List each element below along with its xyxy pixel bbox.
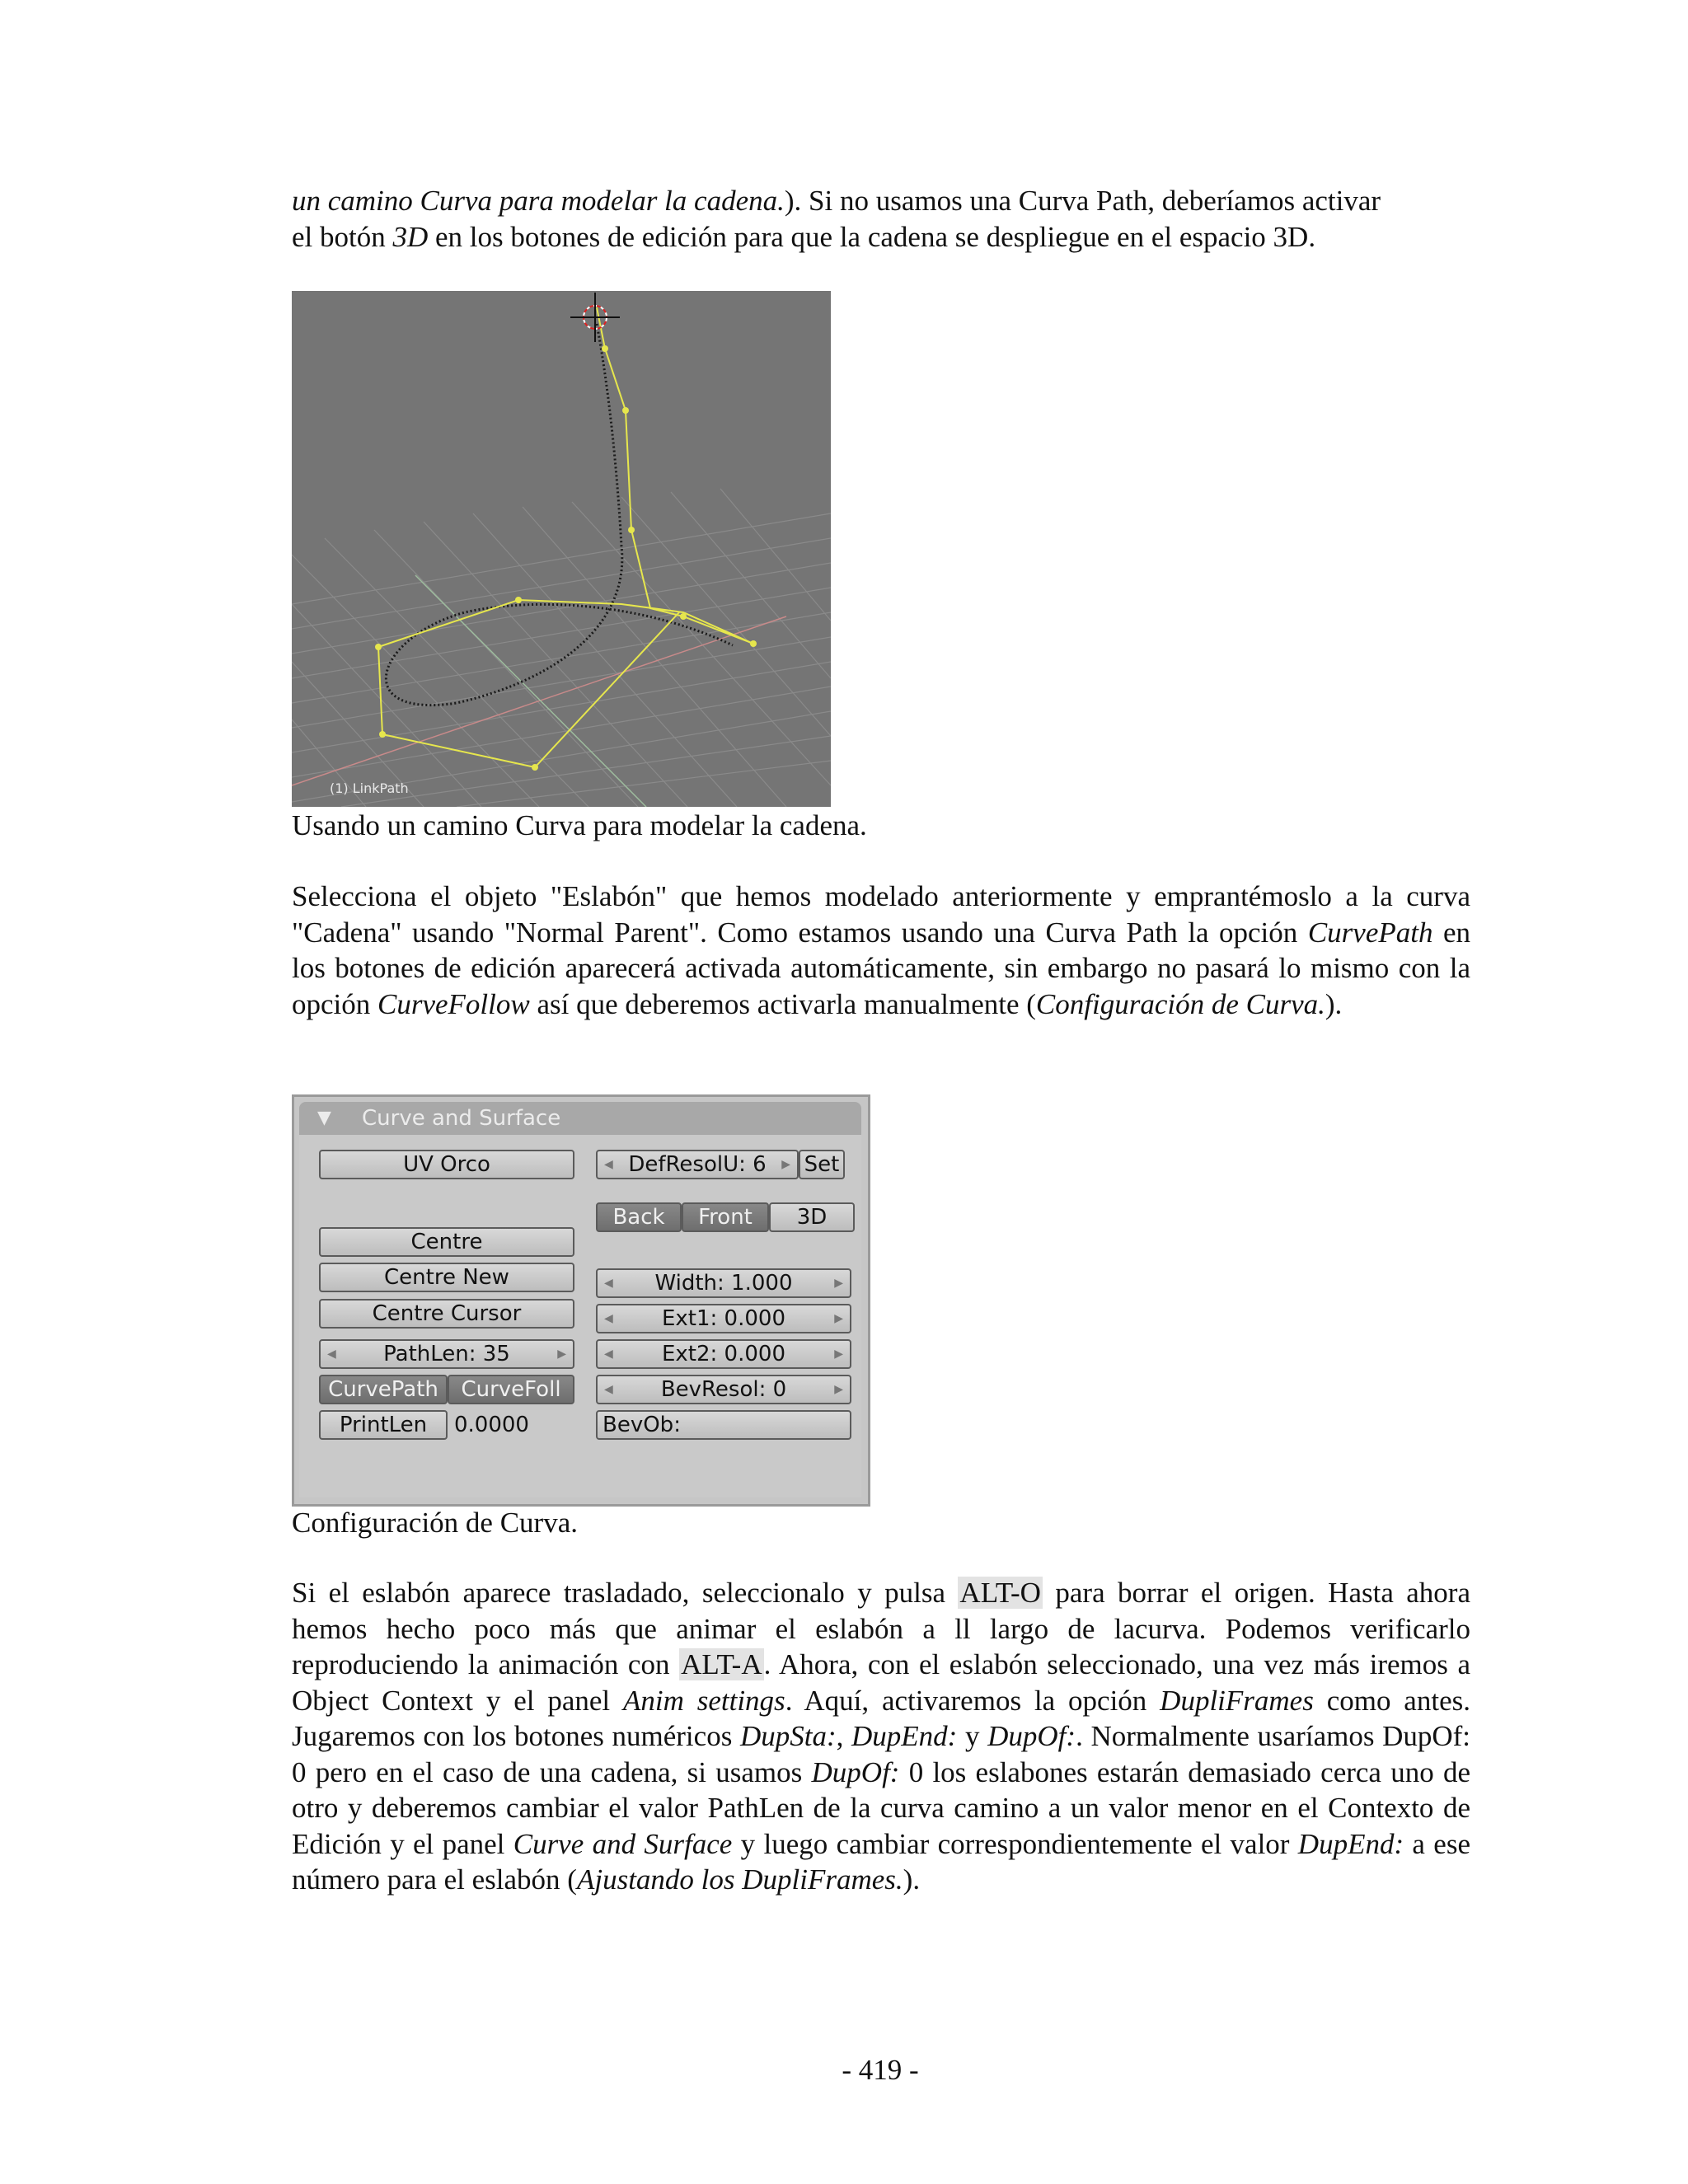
centre-new-button[interactable]: Centre New [319, 1263, 574, 1292]
centre-button[interactable]: Centre [319, 1227, 574, 1257]
text: . Aquí, activaremos la opción [785, 1684, 1160, 1717]
bevob-field[interactable]: BevOb: [596, 1410, 851, 1440]
3d-cursor-icon [570, 293, 620, 342]
increment-arrow-icon[interactable]: ▶ [834, 1312, 843, 1325]
decrement-arrow-icon[interactable]: ◀ [604, 1383, 613, 1396]
decrement-arrow-icon[interactable]: ◀ [327, 1347, 336, 1361]
italic-term: 3D [392, 220, 429, 253]
viewport-object-label: (1) LinkPath [330, 780, 409, 796]
text: y [957, 1720, 988, 1752]
text: a ese número para el eslabón ( [292, 1827, 1470, 1896]
panel-header[interactable] [299, 1102, 861, 1135]
text: 0 los eslabones estarán demasiado cerca uno de otro y deberemos cambiar el valor PathLen de la curva camino a un valor menor en el Contexto de Edición y el panel [292, 1755, 1470, 1860]
increment-arrow-icon[interactable]: ▶ [834, 1347, 843, 1361]
printlen-button[interactable]: PrintLen [319, 1410, 448, 1440]
italic-reference: un camino Curva para modelar la cadena. [292, 185, 785, 217]
increment-arrow-icon[interactable]: ▶ [557, 1347, 566, 1361]
italic-term: DupSta: [739, 1720, 837, 1752]
y-axis [415, 575, 646, 807]
italic-term: DupEnd: [1297, 1827, 1404, 1860]
bevresol-field[interactable] [596, 1375, 851, 1404]
italic-term: Anim settings [622, 1684, 785, 1717]
italic-term: CurvePath [1307, 916, 1433, 949]
3d-toggle[interactable]: 3D [769, 1202, 855, 1232]
text: ). Si no usamos una Curva Path, deberíamos activar [784, 185, 1381, 217]
italic-term: Curve and Surface [513, 1827, 733, 1860]
curvepath-toggle[interactable]: CurvePath [319, 1375, 448, 1404]
viewport-3d-image [292, 291, 831, 807]
curvefollow-toggle[interactable]: CurveFoll [448, 1375, 574, 1404]
increment-arrow-icon[interactable]: ▶ [781, 1158, 790, 1171]
panel-title: Curve and Surface [362, 1106, 561, 1131]
centre-cursor-button[interactable]: Centre Cursor [319, 1299, 574, 1329]
text: como antes. Jugaremos con los botones numéricos [292, 1684, 1470, 1752]
ext1-label: Ext1: 0.000 [661, 1306, 785, 1331]
text: , [836, 1720, 852, 1752]
text: y luego cambiar correspondientemente el valor [732, 1827, 1298, 1860]
text: el botón [292, 220, 393, 253]
page-number: - 419 - [842, 2054, 919, 2086]
text: ). [903, 1863, 921, 1896]
text: Selecciona el objeto "Eslabón" que hemos modelado anteriormente y emprantémoslo a la curva "Cadena" usando "Normal Parent". Como estamos usando una Curva Path la opción [292, 880, 1470, 949]
paragraph-intro [292, 183, 1470, 255]
ext2-field[interactable] [596, 1339, 851, 1369]
printlen-value: 0.0000 [454, 1413, 529, 1437]
grid [292, 489, 831, 807]
paragraph-dupliframes [292, 1575, 1470, 1898]
collapse-triangle-icon[interactable]: ▼ [317, 1108, 331, 1128]
italic-reference: Configuración de Curva. [1035, 987, 1325, 1020]
italic-term: CurveFollow [377, 987, 530, 1020]
text: ). [1325, 987, 1343, 1020]
increment-arrow-icon[interactable]: ▶ [834, 1277, 843, 1290]
ext1-field[interactable] [596, 1304, 851, 1333]
panel-body [299, 1135, 861, 1497]
text: Si el eslabón aparece trasladado, seleccionalo y pulsa [292, 1577, 959, 1609]
pathlen-label: PathLen: 35 [383, 1342, 510, 1366]
text: . Ahora, con el eslabón seleccionado, una vez más iremos a Object Context y el panel [292, 1648, 1470, 1717]
pathlen-field[interactable] [319, 1339, 574, 1369]
keyboard-shortcut: ALT-A [681, 1648, 762, 1680]
width-label: Width: 1.000 [654, 1271, 793, 1296]
italic-term: DupliFrames [1160, 1684, 1314, 1717]
curve-and-surface-panel-image [292, 1094, 870, 1507]
paragraph-parenting [292, 879, 1470, 1022]
figure-caption: Configuración de Curva. [292, 1507, 578, 1539]
italic-term: DupOf: [987, 1720, 1076, 1752]
ext2-label: Ext2: 0.000 [661, 1342, 785, 1366]
def-resolu-field[interactable] [596, 1150, 799, 1179]
increment-arrow-icon[interactable]: ▶ [834, 1383, 843, 1396]
control-polygon [378, 307, 753, 767]
decrement-arrow-icon[interactable]: ◀ [604, 1158, 613, 1171]
figure-caption: Usando un camino Curva para modelar la cadena. [292, 809, 867, 841]
text: en los botones de edición para que la cadena se despliegue en el espacio 3D. [428, 220, 1316, 253]
text: en los botones de edición aparecerá activada automáticamente, sin embargo no pasará lo mismo con la opción [292, 916, 1471, 1020]
bevresol-label: BevResol: 0 [660, 1377, 787, 1402]
decrement-arrow-icon[interactable]: ◀ [604, 1277, 613, 1290]
path-curve [386, 324, 733, 705]
front-toggle[interactable]: Front [682, 1202, 769, 1232]
decrement-arrow-icon[interactable]: ◀ [604, 1312, 613, 1325]
text: . Normalmente usaríamos DupOf: 0 pero en el caso de una cadena, si usamos [292, 1720, 1471, 1788]
uv-orco-button[interactable]: UV Orco [319, 1150, 574, 1179]
text: así que deberemos activarla manualmente ( [529, 987, 1036, 1020]
def-resolu-label: DefResolU: 6 [628, 1152, 767, 1177]
back-toggle[interactable]: Back [596, 1202, 682, 1232]
decrement-arrow-icon[interactable]: ◀ [604, 1347, 613, 1361]
italic-term: DupOf: [811, 1755, 900, 1788]
italic-term: DupEnd: [851, 1720, 958, 1752]
text: para borrar el origen. Hasta ahora hemos hecho poco más que animar el eslabón a ll largo de lacurva. Podemos verificarlo reproduciendo la animación con [292, 1577, 1471, 1680]
viewport-drawing [292, 291, 831, 807]
width-field[interactable] [596, 1268, 851, 1298]
set-button[interactable]: Set [799, 1150, 845, 1179]
keyboard-shortcut: ALT-O [959, 1577, 1041, 1609]
italic-reference: Ajustando los DupliFrames. [576, 1863, 903, 1896]
